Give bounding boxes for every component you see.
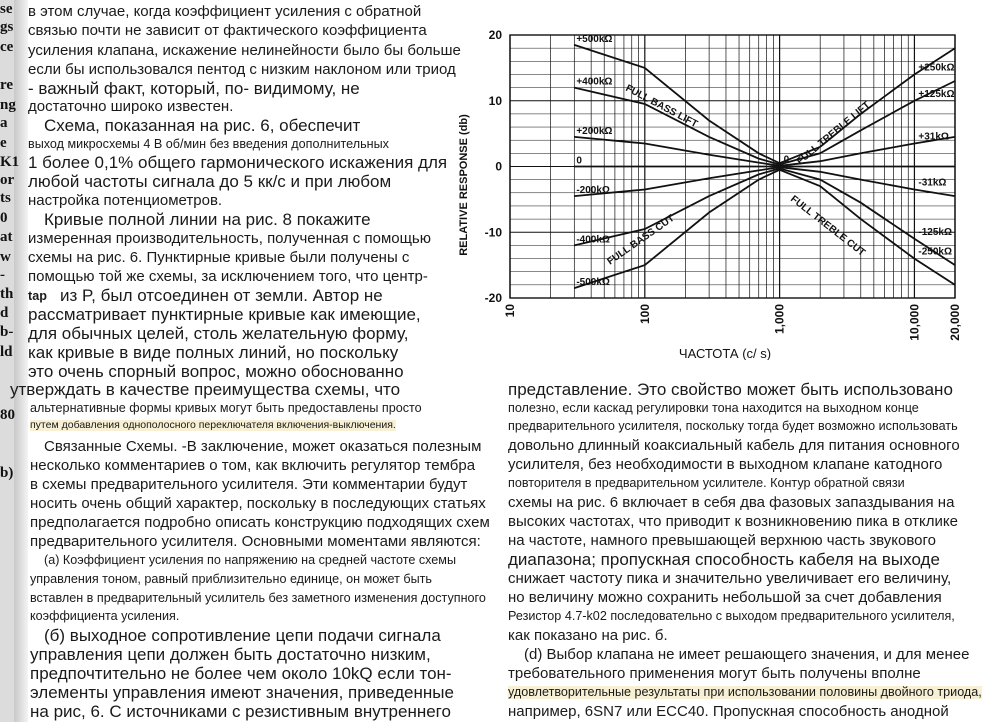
y-tick-label: 0 <box>495 159 502 174</box>
left-text-line: несколько комментариев о том, как включить регулятор тембра <box>30 457 476 474</box>
edge-fragment: d <box>0 305 9 321</box>
left-text-line: - важный факт, который, по- видимому, не <box>28 79 360 98</box>
right-text-line: как показано на рис. б. <box>508 627 668 644</box>
edge-fragment: w <box>0 249 11 265</box>
right-text-line: усилителя, без необходимости в выходном клапане катодного <box>508 456 943 473</box>
x-tick-label: 100 <box>637 304 652 325</box>
x-tick-label: 20,000 <box>948 304 962 341</box>
x-tick-label: 10,000 <box>907 304 922 341</box>
left-text-line: усиления клапана, искажение нелинейности было бы больше <box>28 42 461 59</box>
y-axis-label: RELATIVE RESPONSE (db) <box>458 114 470 256</box>
right-text-line: схемы на рис. 6 включает в себя два фазовых запаздывания на <box>508 494 955 511</box>
right-text-line: довольно длинный коаксиальный кабель для питания основного <box>508 437 960 454</box>
edge-fragment: re <box>0 77 14 93</box>
left-text-line: альтернативные формы кривых могут быть предоставлены просто <box>30 401 422 415</box>
y-tick-label: 20 <box>488 28 502 42</box>
annotation-full-treble-cut: FULL TREBLE CUT <box>788 193 868 259</box>
right-text-line: высоких частотах, что приводит к возникновению пика в отклике <box>508 513 958 530</box>
y-tick-label: -20 <box>484 291 502 305</box>
y-tick-label: -10 <box>484 225 502 240</box>
left-text-line: достаточно широко известен. <box>28 98 234 115</box>
edge-fragment: ce <box>0 39 14 55</box>
series-line <box>574 137 779 166</box>
right-text-line: но величину можно сохранить небольшой за счет добавления <box>508 589 942 606</box>
series-label: +500kΩ <box>576 33 613 45</box>
edge-fragment: K1 <box>0 154 20 170</box>
series-label: -200kΩ <box>576 185 610 197</box>
left-text-line: выход микросхемы 4 В об/мин без введения дополнительных <box>28 137 389 151</box>
left-text-line: из P, был отсоединен от земли. Автор не <box>60 286 383 305</box>
left-text-line: путем добавления однополосного переключателя включения-выключения. <box>30 419 396 431</box>
left-text-line: Связанные Схемы. -В заключение, может оказаться полезным <box>44 438 482 455</box>
page-gutter-shadow <box>14 0 28 722</box>
left-text-line: любой частоты сигнала до 5 кк/с и при любом <box>28 172 392 191</box>
edge-fragment: 0 <box>0 210 8 226</box>
edge-fragment: 80 <box>0 407 15 423</box>
right-text-line: на частоте, намного превышающей верхнюю часть звукового <box>508 532 936 549</box>
right-text-line: повторителя в предварительном усилителе. Контур обратной связи <box>508 476 905 490</box>
y-tick-label: 10 <box>488 93 502 108</box>
edge-fragment: ld <box>0 344 13 360</box>
right-text-line: например, 6SN7 или ECC40. Пропускная способность анодной <box>508 703 949 720</box>
edge-fragment: e <box>0 135 7 151</box>
series-label: +31kΩ <box>918 131 949 143</box>
right-text-line: снижает частоту пика и значительно увеличивает его величину, <box>508 570 952 587</box>
left-text-line: коэффициента усиления. <box>30 609 180 623</box>
series-label: -125kΩ <box>918 226 953 238</box>
left-text-line: в схемы предварительного усилителя. Эти комментарии будут <box>30 476 468 493</box>
left-text-line: настройка потенциометров. <box>28 192 223 209</box>
x-axis-label: ЧАСТОТА (c/ s) <box>678 346 772 360</box>
left-text-line: Кривые полной линии на рис. 8 покажите <box>44 210 371 229</box>
edge-fragment: or <box>0 172 15 188</box>
left-text-line: связью почти не зависит от фактического коэффициента <box>28 22 427 39</box>
left-text-line: предпочтительно не более чем около 10kQ если тон- <box>30 664 452 683</box>
series-label: 0 <box>783 154 790 166</box>
left-text-line: если бы использовался пентод с низким наклоном или триод <box>28 61 456 78</box>
edge-fragment: ts <box>0 190 11 206</box>
right-text-line: представление. Это свойство может быть использовано <box>508 380 953 399</box>
right-text-line: предварительного усилителя, поскольку тогда будет возможно использовать <box>508 419 958 433</box>
edge-fragment: th <box>0 286 14 302</box>
edge-fragment: b) <box>0 465 14 481</box>
left-text-line: (б) выходное сопротивление цепи подачи сигнала <box>44 626 441 645</box>
series-label: -500kΩ <box>576 277 610 289</box>
edge-fragment: gs <box>0 19 14 35</box>
left-text-line: управления тоном, равный приблизительно единице, он может быть <box>30 572 432 586</box>
series-label: -400kΩ <box>576 234 610 246</box>
edge-fragment: ng <box>0 97 16 113</box>
series-label: -31kΩ <box>918 177 947 189</box>
series-label: +250kΩ <box>918 62 955 74</box>
left-text-line: измеренная производительность, полученная с помощью <box>28 230 432 247</box>
left-text-line: помощью той же схемы, за исключением того, что центр- <box>28 268 428 285</box>
left-text-line: на рис, 6. С источниками с резистивным внутреннего <box>30 702 451 721</box>
left-text-line: это очень спорный вопрос, можно обоснованно <box>28 362 404 381</box>
left-text-line: утверждать в качестве преимущества схемы, что <box>10 380 401 399</box>
left-text-line: управления цепи должен быть достаточно низким, <box>30 645 431 664</box>
edge-fragment: - <box>0 267 5 283</box>
edge-fragment: at <box>0 229 13 245</box>
left-text-line: в этом случае, когда коэффициент усиления с обратной <box>28 3 422 20</box>
right-text-line: Резистор 4.7-k02 последовательно с выходом предварительного усилителя, <box>508 609 955 623</box>
left-text-line: Схема, показанная на рис. 6, обеспечит <box>44 116 361 135</box>
series-line <box>574 45 779 163</box>
x-tick-label: 1,000 <box>772 304 787 335</box>
series-label: +200kΩ <box>576 125 613 137</box>
annotation-full-bass-cut: FULL BASS CUT <box>605 212 677 268</box>
left-text-line: элементы управления имеют значения, приведенные <box>30 683 454 702</box>
left-text-line: носить очень общий характер, поскольку в последующих статьях <box>30 495 486 512</box>
x-tick-label: 10 <box>503 304 517 318</box>
annotation-full-bass-lift: FULL BASS LIFT <box>623 82 700 131</box>
left-text-line: для обычных целей, столь желательную форму, <box>28 324 409 343</box>
right-text-line: удовлетворительные результаты при использовании половины двойного триода, <box>508 685 982 699</box>
left-text-line: (а) Коэффициент усиления по напряжению на средней частоте схемы <box>44 553 457 567</box>
series-label: 0 <box>576 155 582 167</box>
left-text-line: предварительного усилителя. Основными моментами являются: <box>30 533 481 550</box>
series-label: +125kΩ <box>918 88 955 100</box>
left-text-line: предполагается подробно описать конструкцию подходящих схем <box>30 514 490 531</box>
right-text-line: полезно, если каскад регулировки тона находится на выходном конце <box>508 401 919 415</box>
series-label: +400kΩ <box>576 76 613 88</box>
left-text-line: tap <box>28 289 47 303</box>
left-text-line: вставлен в предварительный усилитель без заметного изменения доступного <box>30 591 486 605</box>
frequency-response-chart <box>455 15 1000 360</box>
right-text-line: (d) Выбор клапана не имеет решающего значения, и для менее <box>524 646 970 663</box>
right-text-line: диапазона; пропускная способность кабеля на выходе <box>508 550 940 569</box>
left-text-line: рассматривает пунктирные кривые как имеющие, <box>28 305 421 324</box>
right-text-line: требовательного применения могут быть получены вполне <box>508 665 921 682</box>
left-text-line: схемы на рис. 6. Пунктирные кривые были получены с <box>28 249 410 266</box>
series-label: -250kΩ <box>918 246 953 258</box>
edge-fragment: se <box>0 1 13 17</box>
edge-fragment: b- <box>0 324 14 340</box>
left-text-line: 1 более 0,1% общего гармонического искажения для <box>28 153 448 172</box>
edge-fragment: a <box>0 115 8 131</box>
annotation-full-treble-lift: FULL TREBLE LIFT <box>794 99 873 168</box>
left-text-line: как кривые в виде полных линий, но поскольку <box>28 343 399 362</box>
